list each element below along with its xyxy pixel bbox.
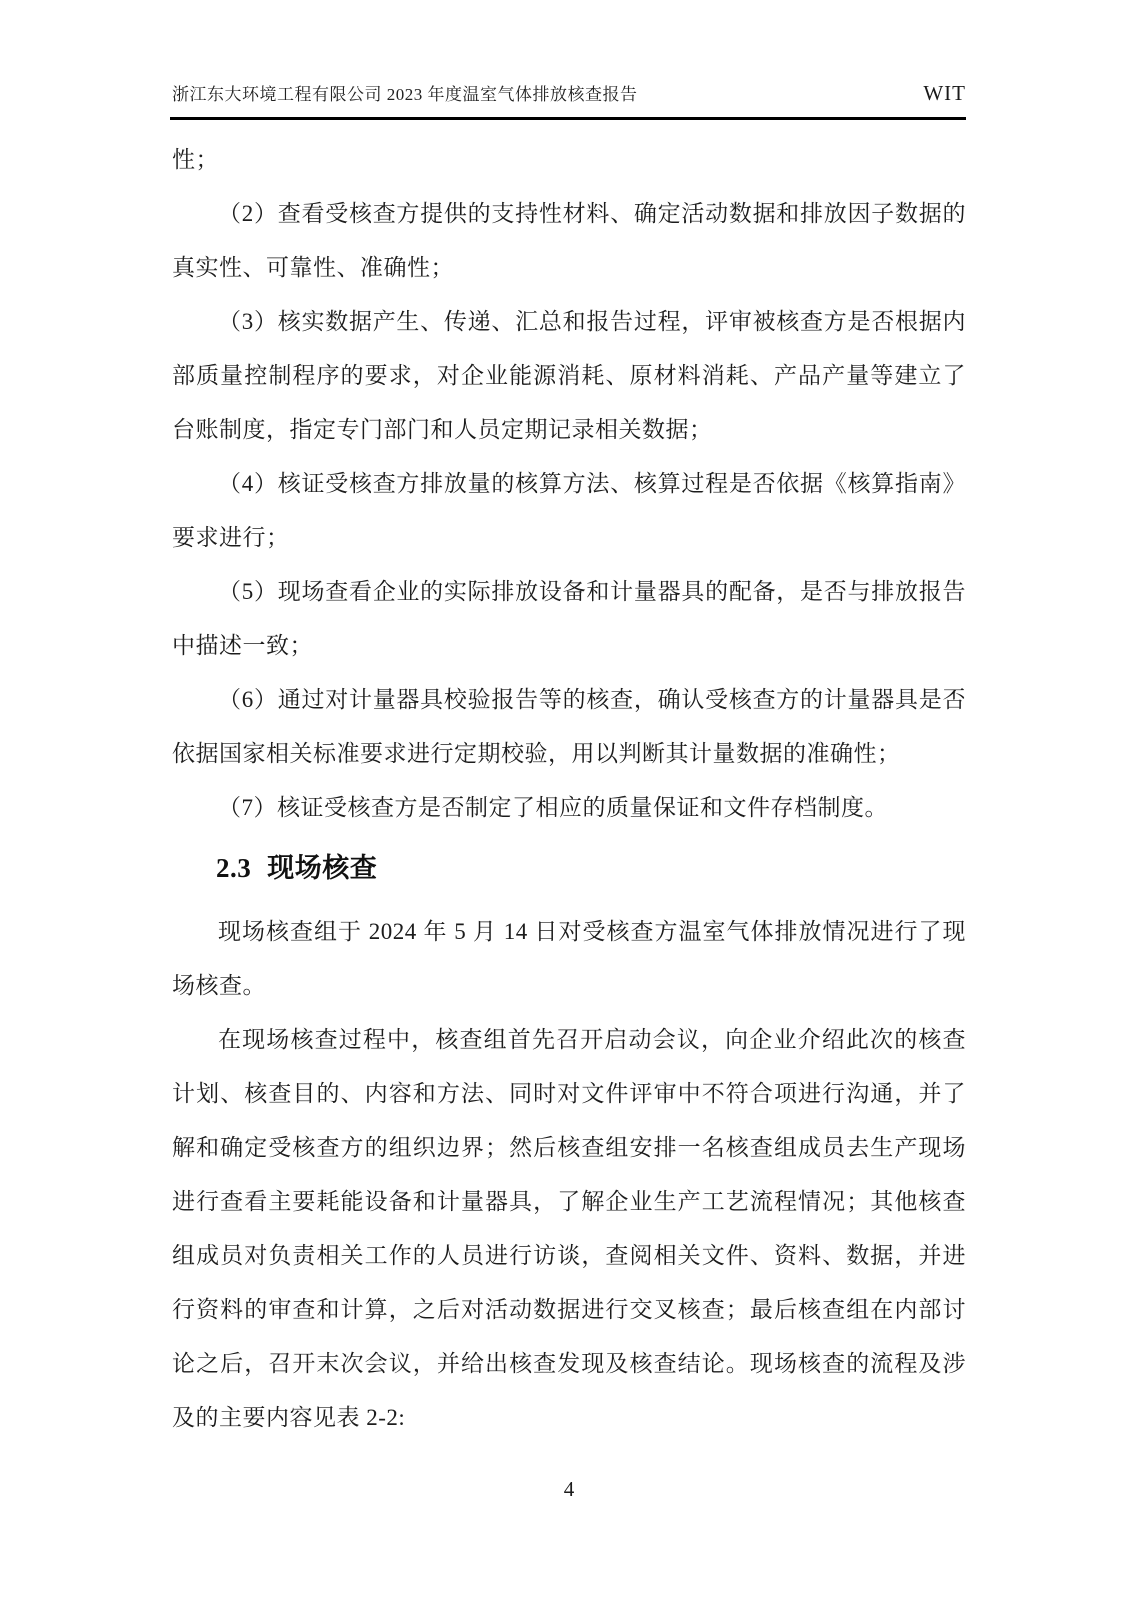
list-item-5: （5）现场查看企业的实际排放设备和计量器具的配备，是否与排放报告中描述一致； — [172, 579, 966, 658]
section-heading-2-3 — [172, 844, 966, 892]
header-rule-divider — [170, 117, 966, 120]
paragraph-onsite-date: 现场核查组于 2024 年 5 月 14 日对受核查方温室气体排放情况进行了现场核查。 — [172, 919, 966, 998]
document-body — [172, 133, 966, 1445]
paragraph-onsite-process: 在现场核查过程中，核查组首先召开启动会议，向企业介绍此次的核查计划、核查目的、内容和方法、同时对文件评审中不符合项进行沟通，并了解和确定受核查方的组织边界；然后核查组安排一名核查组成员去生产现场进行查看主要耗能设备和计量器具，了解企业生产工艺流程情况；其他核查组成员对负责相关工作的人员进行访谈，查阅相关文件、资料、数据，并进行资料的审查和计算，之后对活动数据进行交叉核查；最后核查组在内部讨论之后，召开末次会议，并给出核查发现及核查结论。现场核查的流程及涉及的主要内容见表 2-2: — [172, 1027, 966, 1430]
list-item-3: （3）核实数据产生、传递、汇总和报告过程，评审被核查方是否根据内部质量控制程序的要求，对企业能源消耗、原材料消耗、产品产量等建立了台账制度，指定专门部门和人员定期记录相关数据； — [172, 309, 966, 442]
list-item-6: （6）通过对计量器具校验报告等的核查，确认受核查方的计量器具是否依据国家相关标准要求进行定期校验，用以判断其计量数据的准确性； — [172, 687, 966, 766]
header-title: 浙江东大环境工程有限公司 2023 年度温室气体排放核查报告 — [172, 85, 638, 104]
page-footer — [172, 1477, 966, 1502]
paragraph-continuation: 性； — [172, 147, 219, 172]
section-heading-number: 2.3 — [216, 853, 252, 883]
header-brand-wit: WIT — [923, 81, 966, 105]
page-number: 4 — [563, 1477, 575, 1501]
list-item-7: （7）核证受核查方是否制定了相应的质量保证和文件存档制度。 — [218, 795, 888, 820]
section-heading-title: 现场核查 — [267, 853, 378, 883]
page-header — [172, 80, 966, 106]
list-item-4: （4）核证受核查方排放量的核算方法、核算过程是否依据《核算指南》要求进行； — [172, 471, 966, 550]
list-item-2: （2）查看受核查方提供的支持性材料、确定活动数据和排放因子数据的真实性、可靠性、准确性； — [172, 201, 966, 280]
